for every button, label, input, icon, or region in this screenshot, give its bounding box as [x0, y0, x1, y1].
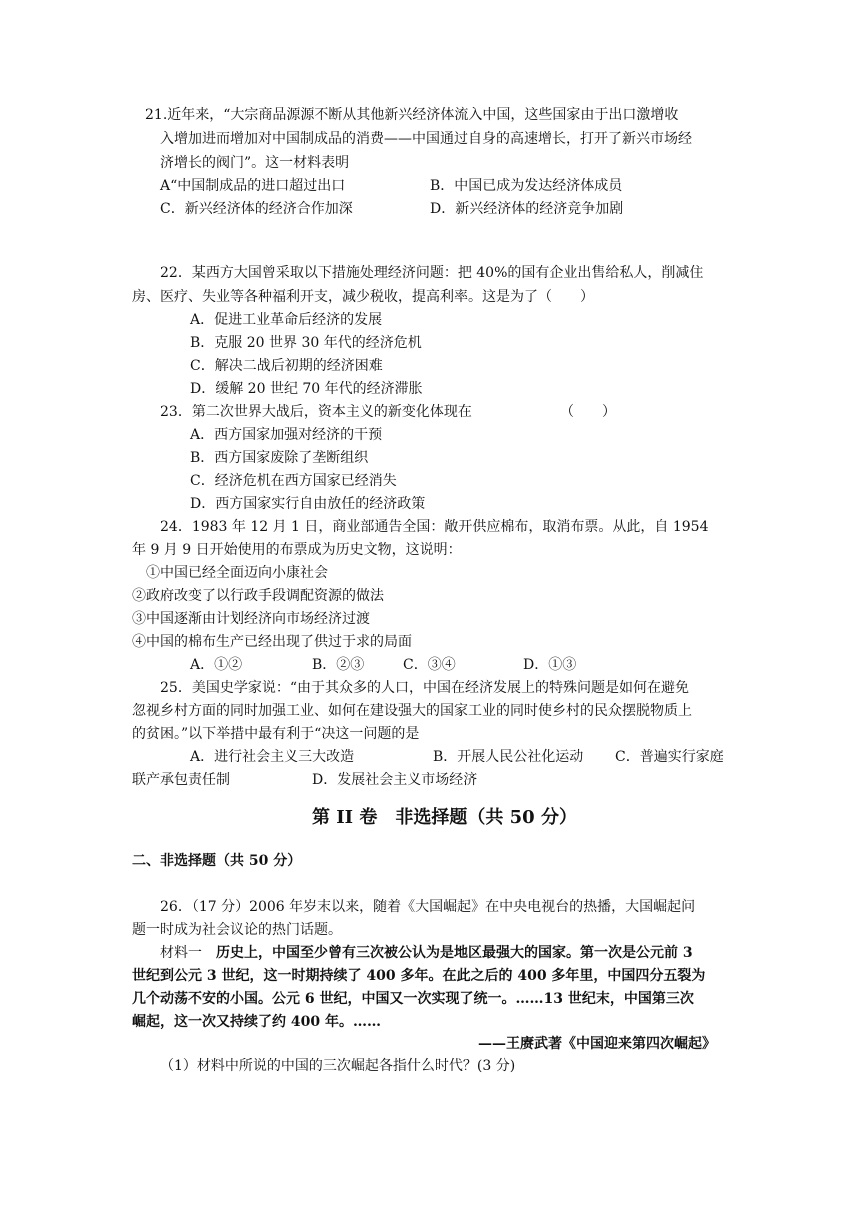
q25-option-c: C．普遍实行家庭	[615, 749, 724, 765]
q22-option-a: A．促进工业革命后经济的发展	[190, 312, 383, 328]
q25-stem-line-3: 的贫困。”以下举措中最有利于“决这一问题的是	[132, 726, 420, 742]
q21-option-c: C．新兴经济体的经济合作加深	[160, 201, 353, 217]
q22-stem-line-1: 22．某西方大国曾采取以下措施处理经济问题：把 40%的国有企业出售给私人，削减住	[160, 265, 704, 281]
q25-stem-line-2: 忽视乡村方面的同时加强工业、如何在建设强大的国家工业的同时使乡村的民众摆脱物质上	[132, 703, 692, 719]
q26-material-line-3: 几个动荡不安的小国。公元 6 世纪，中国又一次实现了统一。……13 世纪末，中国第三次	[132, 991, 694, 1007]
q24-stem-line-2: 年 9 月 9 日开始使用的布票成为历史文物，这说明：	[132, 542, 462, 558]
q21-stem-line-1: 21.近年来，“大宗商品源源不断从其他新兴经济体流入中国，这些国家由于出口激增收	[145, 107, 679, 123]
q25-option-d: D．发展社会主义市场经济	[312, 772, 478, 788]
part-2-title: 第 II 卷 非选择题（共 50 分）	[312, 807, 577, 828]
q24-option-c: C．③④	[403, 657, 456, 673]
q25-option-a: A．进行社会主义三大改造	[190, 749, 355, 765]
q22-option-c: C．解决二战后初期的经济困难	[190, 358, 383, 374]
q26-material-line-4: 崛起，这一次又持续了约 400 年。……	[132, 1014, 381, 1030]
q24-statement-4: ④中国的棉布生产已经出现了供过于求的局面	[132, 634, 412, 650]
q25-option-c-continued: 联产承包责任制	[132, 772, 230, 788]
q26-stem-line-2: 题一时成为社会议论的热门话题。	[132, 922, 342, 938]
q23-stem: 23．第二次世界大战后，资本主义的新变化体现在	[160, 404, 472, 420]
q24-statement-1: ①中国已经全面迈向小康社会	[146, 565, 328, 581]
q24-option-d: D．①③	[523, 657, 577, 673]
q26-subquestion-1: （1）材料中所说的中国的三次崛起各指什么时代？(3 分)	[160, 1058, 516, 1074]
q23-option-c: C．经济危机在西方国家已经消失	[190, 473, 397, 489]
q23-option-a: A．西方国家加强对经济的干预	[190, 427, 383, 443]
q24-option-a: A．①②	[190, 657, 243, 673]
q23-option-d: D．西方国家实行自由放任的经济政策	[190, 496, 426, 512]
q21-option-a: A“中国制成品的进口超过出口	[160, 178, 346, 194]
q24-statement-3: ③中国逐渐由计划经济向市场经济过渡	[132, 611, 370, 627]
q24-statement-2: ②政府改变了以行政手段调配资源的做法	[132, 588, 384, 604]
material-label: 材料一	[160, 945, 216, 961]
q21-option-d: D．新兴经济体的经济竞争加剧	[430, 201, 624, 217]
q26-stem-line-1: 26．（17 分）2006 年岁末以来，随着《大国崛起》在中央电视台的热播，大国崛起问	[160, 899, 696, 915]
q23-answer-bracket: （ ）	[560, 404, 616, 420]
q23-option-b: B．西方国家废除了垄断组织	[190, 450, 369, 466]
q21-stem-line-3: 济增长的阀门”。这一材料表明	[160, 155, 350, 171]
q22-stem-line-2: 房、医疗、失业等各种福利开支，减少税收，提高利率。这是为了（ ）	[132, 289, 594, 305]
q25-stem-line-1: 25．美国史学家说：“由于其众多的人口，中国在经济发展上的特殊问题是如何在避免	[160, 680, 689, 696]
q21-option-b: B．中国已成为发达经济体成员	[430, 178, 623, 194]
q26-material-line-2: 世纪到公元 3 世纪，这一时期持续了 400 多年。在此之后的 400 多年里，中国四分五裂为	[132, 968, 706, 984]
q24-option-b: B．②③	[312, 657, 365, 673]
material-text: 历史上，中国至少曾有三次被公认为是地区最强大的国家。第一次是公元前 3	[216, 945, 693, 961]
q21-stem-line-2: 入增加进而增加对中国制成品的消费——中国通过自身的高速增长，打开了新兴市场经	[160, 131, 692, 147]
q25-option-b: B．开展人民公社化运动	[433, 749, 584, 765]
q24-stem-line-1: 24．1983 年 12 月 1 日，商业部通告全国：敞开供应棉布，取消布票。从此，自 1954	[160, 519, 709, 535]
q22-option-b: B．克服 20 世界 30 年代的经济危机	[190, 335, 422, 351]
q22-option-d: D．缓解 20 世纪 70 年代的经济滞胀	[190, 381, 423, 397]
section-heading: 二、非选择题（共 50 分）	[132, 853, 302, 869]
q26-material-source: ——王赓武著《中国迎来第四次崛起》	[478, 1036, 716, 1052]
q26-material-line-1	[160, 943, 693, 963]
